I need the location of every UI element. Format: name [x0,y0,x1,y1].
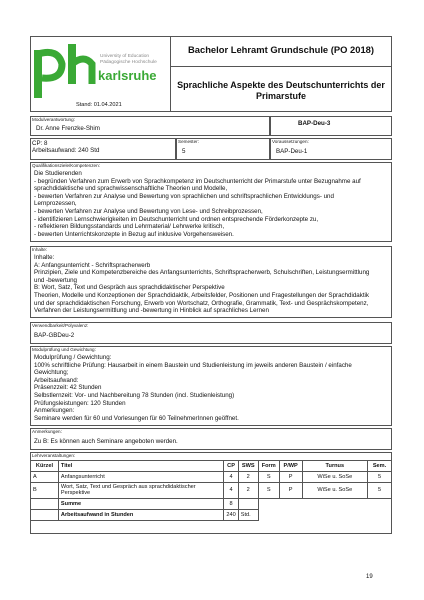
voraussetzungen-label: Voraussetzungen: [272,139,309,144]
col-header-sws: SWS [238,461,258,472]
ph-karlsruhe-logo [32,40,166,102]
module-title: Sprachliche Aspekte des Deutschunterrichts der Primarstufe [177,80,385,101]
text-line: - reflektieren Bildungsstandards und Lehrmaterial/ Lehrwerke kritisch, [34,223,225,231]
table-row [31,483,392,499]
logo-city: karlsruhe [98,68,157,83]
cell-cp: 4 [224,483,238,499]
text-line: Anmerkungen: [34,407,75,415]
summe-label: Summe [58,498,223,509]
cell-empty [238,498,258,509]
cell-cp: 4 [224,472,238,483]
cell-titel: Anfangsunterricht [58,472,223,483]
cell-blank [258,498,391,509]
cell-sem: 5 [368,483,392,499]
text-line: Seminare werden für 60 und Vorlesungen für 60 TeilnehmerInnen geöffnet. [34,414,239,422]
verwendbarkeit-label: Verwendbarkeit/Polyvalenz: [32,323,89,328]
header-hline [170,66,392,67]
aufwand-row [31,509,392,520]
pruefung-text [34,354,352,422]
cell-blank [258,509,391,520]
cell-sem: 5 [368,472,392,483]
voraussetzungen-value: BAP-Deu-1 [276,148,308,155]
cell-empty [31,509,59,520]
text-line: Arbeitsaufwand: [34,376,79,384]
cell-pwp: P [279,483,302,499]
aufwand-label: Arbeitsaufwand in Stunden [58,509,223,520]
modulverantwortung-label: Modulverantwortung: [32,117,75,122]
text-line: Gewichtung; [34,369,69,377]
summe-row [31,498,392,509]
col-header-titel: Titel [58,461,223,472]
text-line: Inhalte: [34,254,55,261]
text-line: B: Wort, Satz, Text und Gespräch aus sprachdidaktischer Perspektive [34,284,225,292]
header-divider [170,36,171,112]
text-line: Selbstlernzeit: Vor- und Nachbereitung 78 Stunden (incl. Studienleistung) [34,391,235,399]
cell-pwp: P [279,472,302,483]
text-line: Die Studierenden [34,170,82,177]
text-line: Prüfungsleistungen: 120 Stunden [34,399,126,407]
text-line: Präsenzzeit: 42 Stunden [34,384,102,392]
col-header-turnus: Turnus [302,461,367,472]
text-line: - bewerten Unterrichtskonzepte in Bezug auf inklusive Vorgehensweisen. [34,230,234,238]
text-line: - bewerten Verfahren zur Analyse und Bewertung von sprachlichen und schriftsprachlichen Entwicklungs- und [34,192,334,200]
modulverantwortung-value: Dr. Anne Frenzke-Shim [36,125,100,132]
table-header-row [31,461,392,472]
col-header-cp: CP [224,461,238,472]
inhalte-text [34,254,369,315]
aufwand-value: 240 [224,509,238,520]
lehrveranstaltungen-label: Lehrveranstaltungen: [32,453,76,458]
semester-label: Semester: [178,139,199,144]
qualifikationsziele-text [34,170,361,238]
modul-code-box [270,116,392,136]
text-line: 100% schriftliche Prüfung: Hausarbeit in einem Baustein und Studienleistung im jeweils anderen Baustein / einfache [34,361,352,369]
col-header-pwp: P/WP [279,461,302,472]
logo-subtitle-line1: University of Education [100,54,150,59]
text-line: - bewerten Verfahren zur Analyse und Bewertung von Lese- und Schreibprozessen, [34,207,263,215]
text-line: und -bewertung [34,276,77,284]
text-line: A: Anfangsunterricht - Schriftspracherwerb [34,261,151,269]
qualifikationsziele-label: Qualifikationsziele/Kompetenzen: [32,163,100,168]
cp-value: CP: 8 [32,140,48,147]
stand-date: Stand: 01.04.2021 [76,102,122,108]
col-header-form: Form [258,461,279,472]
program-title: Bachelor Lehramt Grundschule (PO 2018) [188,44,374,55]
text-line: Verfahren der Leistungsermittlung und -bewertung in Hinblick auf sprachliches Lernen [34,307,269,315]
text-line: - identifizieren Lernschwierigkeiten im Deutschunterricht und ordnen entsprechende Förderkonzepte zu, [34,215,319,223]
cell-empty [31,498,59,509]
table-row [31,472,392,483]
text-line: sprachdidaktische und sprachwissenschaftliche Theorien und Modelle, [34,185,228,193]
summe-value: 8 [224,498,238,509]
text-line: Prinzipien, Ziele und Kompetenzbereiche des Anfangsunterrichts, Schriftspracherwerb, Schulschriften, Leistungsermittlung [34,269,370,277]
pruefung-label: Modulprüfung und Gewichtung: [32,347,96,352]
col-header-sem: Sem. [368,461,392,472]
text-line: und der sprachdidaktischen Forschung, Erwerb von Wortschatz, Orthografie, Grammatik, Text- und Gesprächskompetenz, [34,299,369,307]
cell-kuerzel: B [31,483,59,499]
text-line: Modulprüfung / Gewichtung: [34,354,112,361]
cell-titel: Wort, Satz, Text und Gespräch aus sprachdidaktischer Perspektive [58,483,223,499]
cell-turnus: WiSe u. SoSe [302,483,367,499]
cell-form: S [258,472,279,483]
page-number: 19 [366,574,373,580]
logo-subtitle-line2: Pädagogische Hochschule [100,60,157,65]
col-header-kuerzel: Kürzel [31,461,59,472]
semester-value: 5 [182,148,186,155]
anmerkungen-label: Anmerkungen: [32,429,62,434]
text-line: Theorien, Modelle und Konzeptionen der Sprachdidaktik, Arbeitsfelder, Positionen und Fragestellungen der Sprachdidaktik [34,291,370,299]
modul-code: BAP-Deu-3 [298,120,331,127]
arbeitsaufwand-value: Arbeitsaufwand: 240 Std [32,147,100,154]
cell-kuerzel: A [31,472,59,483]
cell-form: S [258,483,279,499]
cell-sws: 2 [238,483,258,499]
inhalte-label: Inhalte: [32,247,48,252]
text-line: - begründen Verfahren zum Erwerb von Sprachkompetenz im Deutschunterricht der Primarstufe unter Bezugnahme auf [34,177,361,185]
cell-sws: 2 [238,472,258,483]
anmerkungen-value: Zu B: Es können auch Seminare angeboten werden. [34,438,178,445]
lehrveranstaltungen-table [30,460,392,521]
verwendbarkeit-value: BAP-GBDeu-2 [34,332,75,339]
text-line: Lernprozessen, [34,200,77,208]
cell-turnus: WiSe u. SoSe [302,472,367,483]
aufwand-unit: Std. [238,509,258,520]
